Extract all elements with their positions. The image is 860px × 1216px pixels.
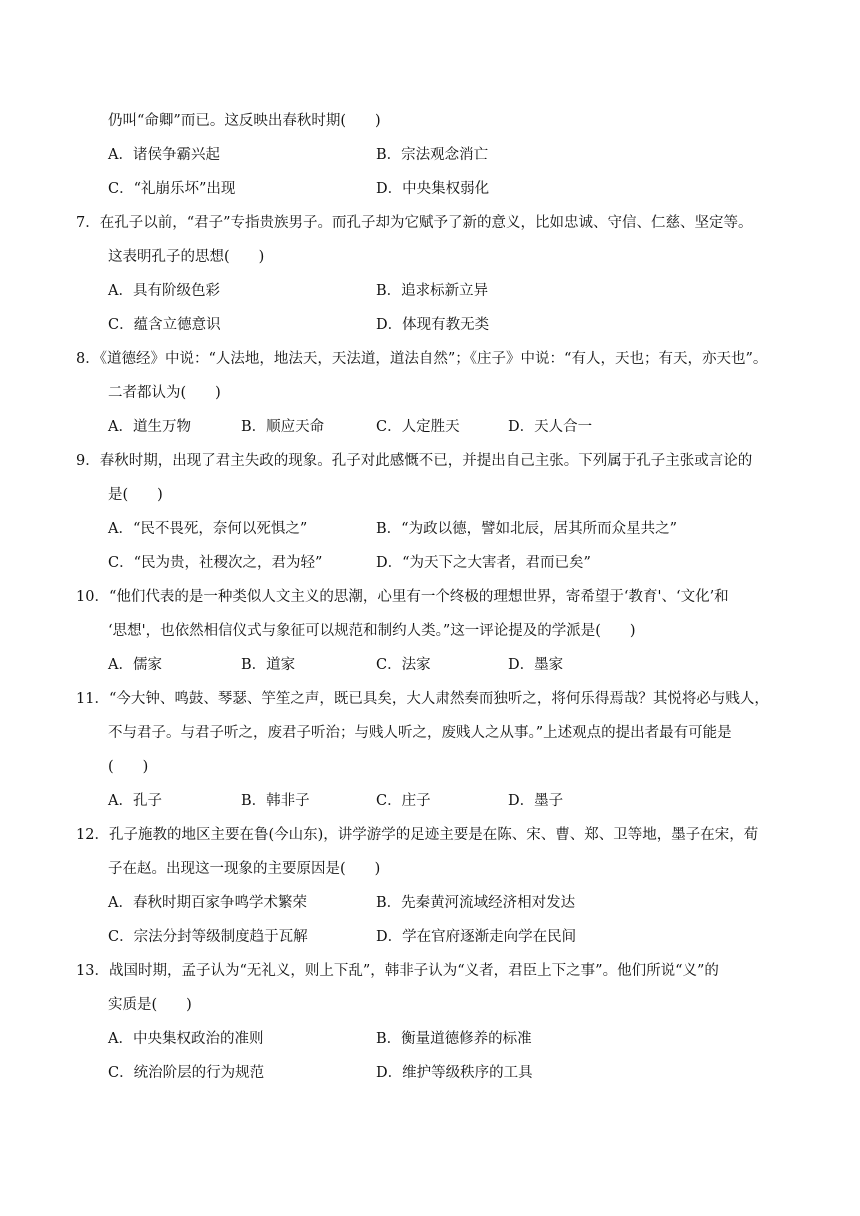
q7-option-c[interactable]: C．蕴含立德意识	[108, 317, 221, 333]
q11-stem-line2: 不与君子。与君子听之，废君子听治；与贱人听之，废贱人之从事。”上述观点的提出者最有可能是	[108, 725, 732, 741]
q8-option-a[interactable]: A．道生万物	[108, 419, 191, 435]
q7-stem-line1: 7．在孔子以前，“君子”专指贵族男子。而孔子却为它赋予了新的意义，比如忠诚、守信、仁慈、坚定等。	[76, 215, 753, 231]
q9-option-d[interactable]: D．“为天下之大害者，君而已矣”	[376, 555, 591, 571]
q7-stem-line2: 这表明孔子的思想( )	[108, 249, 265, 265]
q8-option-d[interactable]: D．天人合一	[508, 419, 593, 435]
q12-option-c[interactable]: C．宗法分封等级制度趋于瓦解	[108, 929, 308, 945]
q12-option-b[interactable]: B．先秦黄河流域经济相对发达	[376, 895, 576, 911]
q7-option-b[interactable]: B．追求标新立异	[376, 283, 489, 299]
q6-option-a[interactable]: A．诸侯争霸兴起	[108, 147, 220, 163]
q13-option-a[interactable]: A．中央集权政治的准则	[108, 1031, 264, 1047]
q8-stem-line2: 二者都认为( )	[108, 385, 221, 401]
q10-stem-line1: 10．“他们代表的是一种类似人文主义的思潮，心里有一个终极的理想世界，寄希望于‘教育'、‘文化’和	[76, 589, 729, 605]
q10-option-b[interactable]: B．道家	[241, 657, 296, 673]
q9-option-b[interactable]: B．“为政以德，譬如北辰，居其所而众星共之”	[376, 521, 677, 537]
q12-option-d[interactable]: D．学在官府逐渐走向学在民间	[376, 929, 577, 945]
q6-option-b[interactable]: B．宗法观念消亡	[376, 147, 489, 163]
q8-option-c[interactable]: C．人定胜天	[376, 419, 460, 435]
q6-option-d[interactable]: D．中央集权弱化	[376, 181, 490, 197]
q10-stem-line2: ‘思想'，也依然相信仪式与象征可以规范和制约人类。”这一评论提及的学派是( )	[108, 623, 636, 639]
q8-option-b[interactable]: B．顺应天命	[241, 419, 325, 435]
q8-stem-line1: 8．《道德经》中说：“人法地，地法天，天法道，道法自然”；《庄子》中说：“有人，天也；有天，亦天也”。	[76, 351, 768, 367]
q13-option-d[interactable]: D．维护等级秩序的工具	[376, 1065, 533, 1081]
q12-stem-line1: 12．孔子施教的地区主要在鲁(今山东)，讲学游学的足迹主要是在陈、宋、曹、郑、卫等地，墨子在宋，荀	[76, 827, 759, 843]
q11-stem-line3: ( )	[108, 759, 149, 775]
q10-option-a[interactable]: A．儒家	[108, 657, 162, 673]
q11-stem-line1: 11．“今大钟、鸣鼓、琴瑟、竽笙之声，既已具矣，大人肃然奏而独听之，将何乐得焉哉？其悦将必与贱人，	[76, 691, 769, 707]
q13-option-c[interactable]: C．统治阶层的行为规范	[108, 1065, 265, 1081]
q7-option-d[interactable]: D．体现有教无类	[376, 317, 490, 333]
q9-stem-line2: 是( )	[108, 487, 163, 503]
q9-option-a[interactable]: A．“民不畏死，奈何以死惧之”	[108, 521, 308, 537]
q7-option-a[interactable]: A．具有阶级色彩	[108, 283, 220, 299]
q11-option-c[interactable]: C．庄子	[376, 793, 431, 809]
q11-option-d[interactable]: D．墨子	[508, 793, 564, 809]
q11-option-a[interactable]: A．孔子	[108, 793, 162, 809]
q10-option-d[interactable]: D．墨家	[508, 657, 564, 673]
q10-option-c[interactable]: C．法家	[376, 657, 431, 673]
q12-option-a[interactable]: A．春秋时期百家争鸣学术繁荣	[108, 895, 307, 911]
q13-stem-line1: 13．战国时期，孟子认为“无礼义，则上下乱”，韩非子认为“义者，君臣上下之事”。他们所说“义”的	[76, 963, 719, 979]
q6-option-c[interactable]: C．“礼崩乐坏”出现	[108, 181, 236, 197]
q9-option-c[interactable]: C．“民为贵，社稷次之，君为轻”	[108, 555, 323, 571]
q13-stem-line2: 实质是( )	[108, 997, 192, 1013]
q11-option-b[interactable]: B．韩非子	[241, 793, 310, 809]
q12-stem-line2: 子在赵。出现这一现象的主要原因是( )	[108, 861, 381, 877]
q9-stem-line1: 9．春秋时期，出现了君主失政的现象。孔子对此感慨不已，并提出自己主张。下列属于孔子主张或言论的	[76, 453, 753, 469]
q6-stem: 仍叫“命卿”而已。这反映出春秋时期( )	[108, 113, 381, 129]
q13-option-b[interactable]: B．衡量道德修养的标准	[376, 1031, 532, 1047]
